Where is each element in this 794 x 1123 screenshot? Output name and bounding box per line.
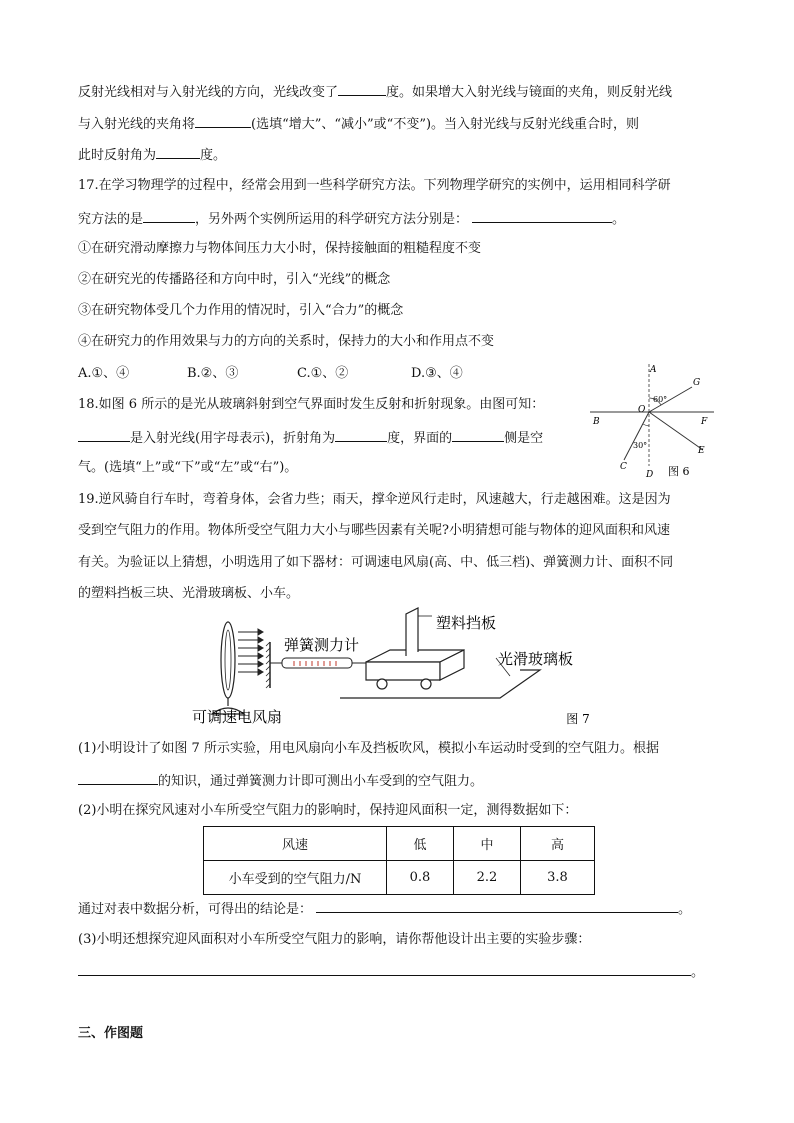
- text: 度。如果增大入射光线与镜面的夹角，则反射光线: [386, 85, 673, 100]
- label-g: G: [693, 378, 701, 388]
- label-e: E: [698, 446, 705, 456]
- table-cell: 低: [387, 827, 454, 861]
- figure-6-diagram: [590, 362, 720, 482]
- q17-line-1: 17.在学习物理学的过程中，经常会用到一些科学研究方法。下列物理学研究的实例中，运用相同科学研: [78, 178, 671, 193]
- q17-option-a[interactable]: A.①、④: [78, 366, 130, 381]
- q19-line-3: 有关。为验证以上猜想，小明选用了如下器材：可调速电风扇(高、中、低三档)、弹簧测力计、面积不同: [78, 555, 674, 570]
- label-f: F: [701, 417, 708, 427]
- q17-option-d[interactable]: D.③、④: [411, 366, 463, 381]
- answer-blank[interactable]: [452, 429, 504, 442]
- text: 侧是空: [504, 431, 544, 446]
- q19-part2-line: (2)小明在探究风速对小车所受空气阻力的影响时，保持迎风面积一定，测得数据如下：: [78, 803, 578, 818]
- text: ，另外两个实例所运用的科学研究方法分别是：: [195, 212, 469, 227]
- text: 此时反射角为: [78, 148, 157, 163]
- text: 度，界面的: [387, 431, 453, 446]
- data-table: [203, 826, 595, 895]
- text: 。: [612, 212, 626, 227]
- wheel: [421, 679, 431, 689]
- q18-line-3: 气。(选填“上”或“下”或“左”或“右”)。: [78, 460, 298, 475]
- answer-blank[interactable]: [338, 83, 386, 96]
- label-d: D: [646, 470, 654, 480]
- answer-blank[interactable]: [335, 429, 387, 442]
- text: 是入射光线(用字母表示)，折射角为: [130, 431, 336, 446]
- answer-blank[interactable]: [78, 772, 158, 785]
- q19-part1-line-1: (1)小明设计了如图 7 所示实验，用电风扇向小车及挡板吹风，模拟小车运动时受到的空气阻力。根据: [78, 741, 659, 756]
- table-row: [204, 861, 595, 895]
- ray-oc: [624, 412, 649, 460]
- q16-line-1: [78, 83, 672, 101]
- text: 的知识，通过弹簧测力计即可测出小车受到的空气阻力。: [158, 774, 484, 789]
- label-c: C: [620, 462, 627, 472]
- figure-7-caption: 图 7: [566, 712, 590, 726]
- q16-line-3: [78, 146, 226, 164]
- q17-item-3: ③在研究物体受几个力作用的情况时，引入“合力”的概念: [78, 303, 404, 318]
- q19-conclusion-line: [78, 900, 691, 918]
- text: 度。: [200, 148, 227, 163]
- text: 。: [691, 965, 705, 980]
- plastic-board: [406, 608, 418, 656]
- q19-part3-answer: [78, 963, 704, 981]
- table-cell: 中: [454, 827, 521, 861]
- text: 与入射光线的夹角将: [78, 117, 196, 132]
- angle-label-60: 60°: [653, 395, 668, 404]
- q18-line-1: 18.如图 6 所示的是光从玻璃斜射到空气界面时发生反射和折射现象。由图可知：: [78, 397, 545, 412]
- table-cell: 0.8: [387, 861, 454, 895]
- answer-blank[interactable]: [156, 146, 200, 159]
- label-o: O: [638, 405, 646, 415]
- text: 反射光线相对与入射光线的方向，光线改变了: [78, 85, 339, 100]
- table-cell: 高: [521, 827, 595, 861]
- car-body: [366, 662, 440, 680]
- table-cell: 2.2: [454, 861, 521, 895]
- q17-item-1: ①在研究滑动摩擦力与物体间压力大小时，保持接触面的粗糙程度不变: [78, 241, 482, 256]
- answer-blank[interactable]: [195, 115, 251, 128]
- q19-part1-line-2: [78, 772, 483, 790]
- q19-line-2: 受到空气阻力的作用。物体所受空气阻力大小与哪些因素有关呢?小明猜想可能与物体的迎风面积和风速: [78, 523, 670, 538]
- angle-label-30: 30°: [633, 441, 648, 450]
- q17-option-c[interactable]: C.①、②: [297, 366, 349, 381]
- figure-7-diagram: [190, 606, 590, 726]
- q17-line-2: [78, 210, 625, 228]
- fan-blade: [221, 622, 235, 698]
- wind-arrows: [238, 629, 263, 675]
- q17-option-b[interactable]: B.②、③: [187, 366, 239, 381]
- section-heading: 三、作图题: [78, 1026, 144, 1041]
- label-fan: 可调速电风扇: [192, 708, 283, 726]
- text: (选填“增大”、“减小”或“不变”)。当入射光线与反射光线重合时，则: [251, 117, 640, 132]
- table-cell: 3.8: [521, 861, 595, 895]
- q17-item-4: ④在研究力的作用效果与力的方向的关系时，保持力的大小和作用点不变: [78, 334, 495, 349]
- answer-blank[interactable]: [472, 210, 612, 223]
- q19-part3-line: (3)小明还想探究迎风面积对小车所受空气阻力的影响，请你帮他设计出主要的实验步骤：: [78, 932, 591, 947]
- text: 究方法的是: [78, 212, 144, 227]
- wheel: [377, 679, 387, 689]
- answer-blank[interactable]: [78, 429, 130, 442]
- answer-blank[interactable]: [143, 210, 195, 223]
- label-spring-scale: 弹簧测力计: [284, 636, 360, 654]
- table-row: [204, 827, 595, 861]
- angle-arc-30: [643, 424, 649, 426]
- table-cell: 小车受到的空气阻力/N: [204, 861, 387, 895]
- figure-6-caption: 图 6: [668, 465, 690, 478]
- q18-line-2: [78, 429, 543, 447]
- label-glass-plate: 光滑玻璃板: [498, 650, 574, 668]
- text: 。: [678, 902, 692, 917]
- label-b: B: [593, 417, 600, 427]
- q16-line-2: [78, 115, 639, 133]
- label-a: A: [650, 365, 657, 375]
- q17-item-2: ②在研究光的传播路径和方向中时，引入“光线”的概念: [78, 272, 391, 287]
- q19-line-4: 的塑料挡板三块、光滑玻璃板、小车。: [78, 586, 300, 601]
- q19-line-1: 19.逆风骑自行车时，弯着身体，会省力些；雨天，撑伞逆风行走时，风速越大，行走越困难。这是因为: [78, 492, 671, 507]
- answer-blank[interactable]: [78, 963, 691, 976]
- answer-blank[interactable]: [316, 900, 678, 913]
- ray-oe: [649, 412, 703, 450]
- text: 通过对表中数据分析，可得出的结论是：: [78, 902, 313, 917]
- table-cell: 风速: [204, 827, 387, 861]
- spring-scale: [282, 658, 352, 668]
- label-plastic-board: 塑料挡板: [436, 614, 497, 632]
